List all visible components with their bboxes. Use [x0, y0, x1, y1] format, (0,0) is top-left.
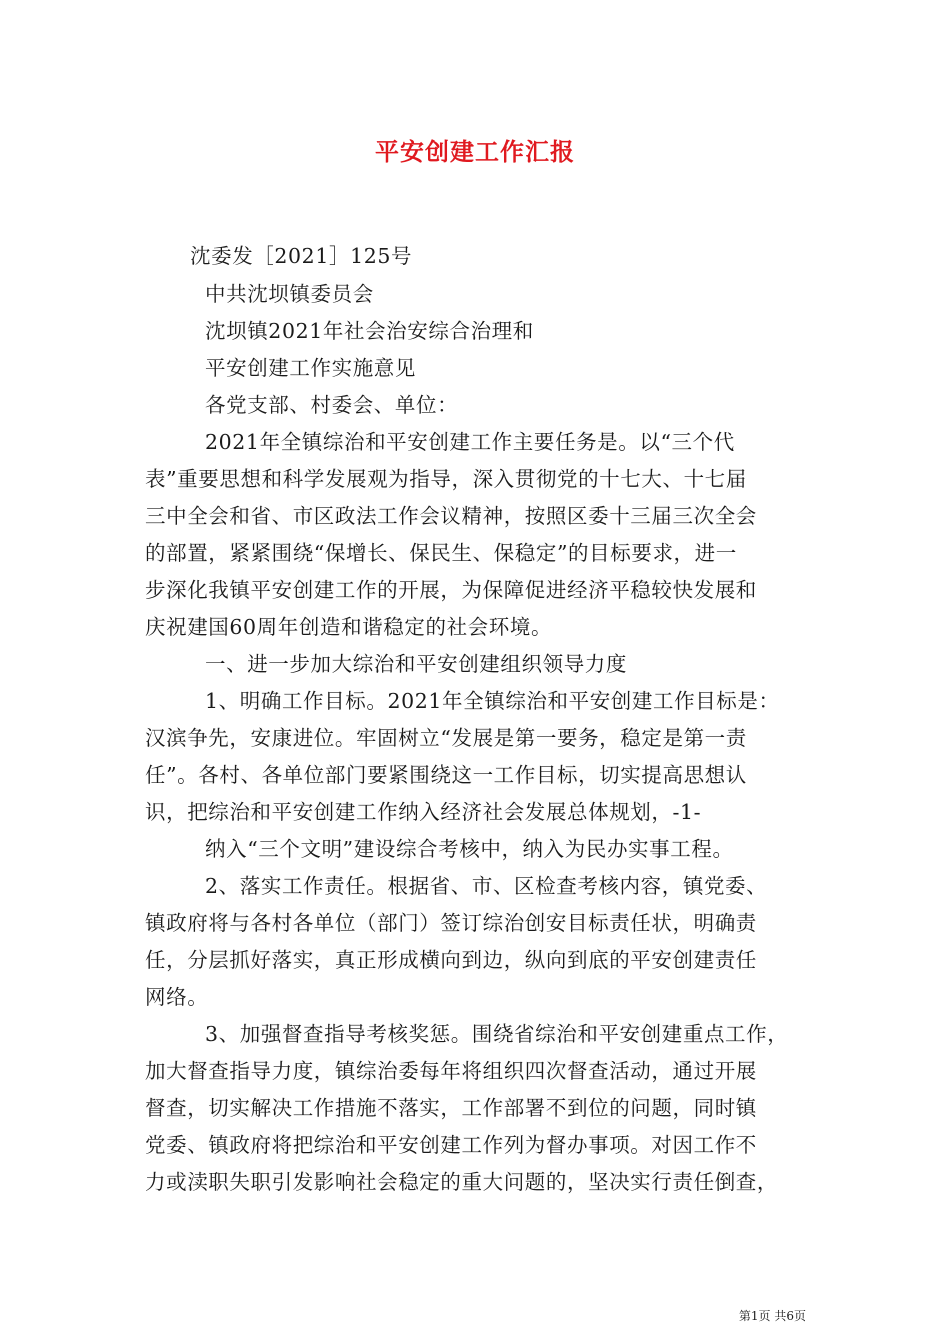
- body-line: 3、加强督查指导考核奖惩。围绕省综治和平安创建重点工作，: [205, 1022, 789, 1046]
- body-line: 党委、镇政府将把综治和平安创建工作列为督办事项。对因工作不: [145, 1133, 757, 1157]
- subject-line-2: 平安创建工作实施意见: [205, 356, 416, 380]
- body-line: 任”。各村、各单位部门要紧围绕这一工作目标，切实提高思想认: [145, 763, 747, 787]
- salutation-line: 各党支部、村委会、单位：: [205, 393, 459, 417]
- body-line: 镇政府将与各村各单位（部门）签订综治创安目标责任状，明确责: [145, 911, 757, 935]
- body-line: 步深化我镇平安创建工作的开展，为保障促进经济平稳较快发展和: [145, 578, 757, 602]
- body-line: 加大督查指导力度，镇综治委每年将组织四次督查活动，通过开展: [145, 1059, 757, 1083]
- body-line: 力或渎职失职引发影响社会稳定的重大问题的，坚决实行责任倒查，: [145, 1170, 778, 1194]
- body-line: 任，分层抓好落实，真正形成横向到边，纵向到底的平安创建责任: [145, 948, 757, 972]
- body-line: 三中全会和省、市区政法工作会议精神，按照区委十三届三次全会: [145, 504, 757, 528]
- body-line: 识，把综治和平安创建工作纳入经济社会发展总体规划，-1-: [145, 800, 702, 824]
- body-line: 2021年全镇综治和平安创建工作主要任务是。以“三个代: [205, 430, 735, 454]
- subject-line-1: 沈坝镇2021年社会治安综合治理和: [205, 319, 534, 343]
- section-heading: 一、进一步加大综治和平安创建组织领导力度: [205, 652, 627, 676]
- body-line: 督查，切实解决工作措施不落实，工作部署不到位的问题，同时镇: [145, 1096, 757, 1120]
- body-line: 网络。: [145, 985, 209, 1009]
- document-title: 平安创建工作汇报: [375, 137, 575, 166]
- body-line: 1、明确工作目标。2021年全镇综治和平安创建工作目标是：: [205, 689, 780, 713]
- body-line: 2、落实工作责任。根据省、市、区检查考核内容，镇党委、: [205, 874, 768, 898]
- body-line: 表”重要思想和科学发展观为指导，深入贯彻党的十七大、十七届: [145, 467, 747, 491]
- page-footer: 第1页 共6页: [738, 1309, 806, 1323]
- issuer-line: 中共沈坝镇委员会: [205, 282, 374, 306]
- body-line: 纳入“三个文明”建设综合考核中，纳入为民办实事工程。: [205, 837, 734, 861]
- body-line: 庆祝建国60周年创造和谐稳定的社会环境。: [145, 615, 553, 639]
- body-line: 的部置，紧紧围绕“保增长、保民生、保稳定”的目标要求，进一: [145, 541, 737, 565]
- body-line: 汉滨争先，安康进位。牢固树立“发展是第一要务，稳定是第一责: [145, 726, 747, 750]
- doc-number-line: 沈委发［2021］125号: [190, 244, 413, 268]
